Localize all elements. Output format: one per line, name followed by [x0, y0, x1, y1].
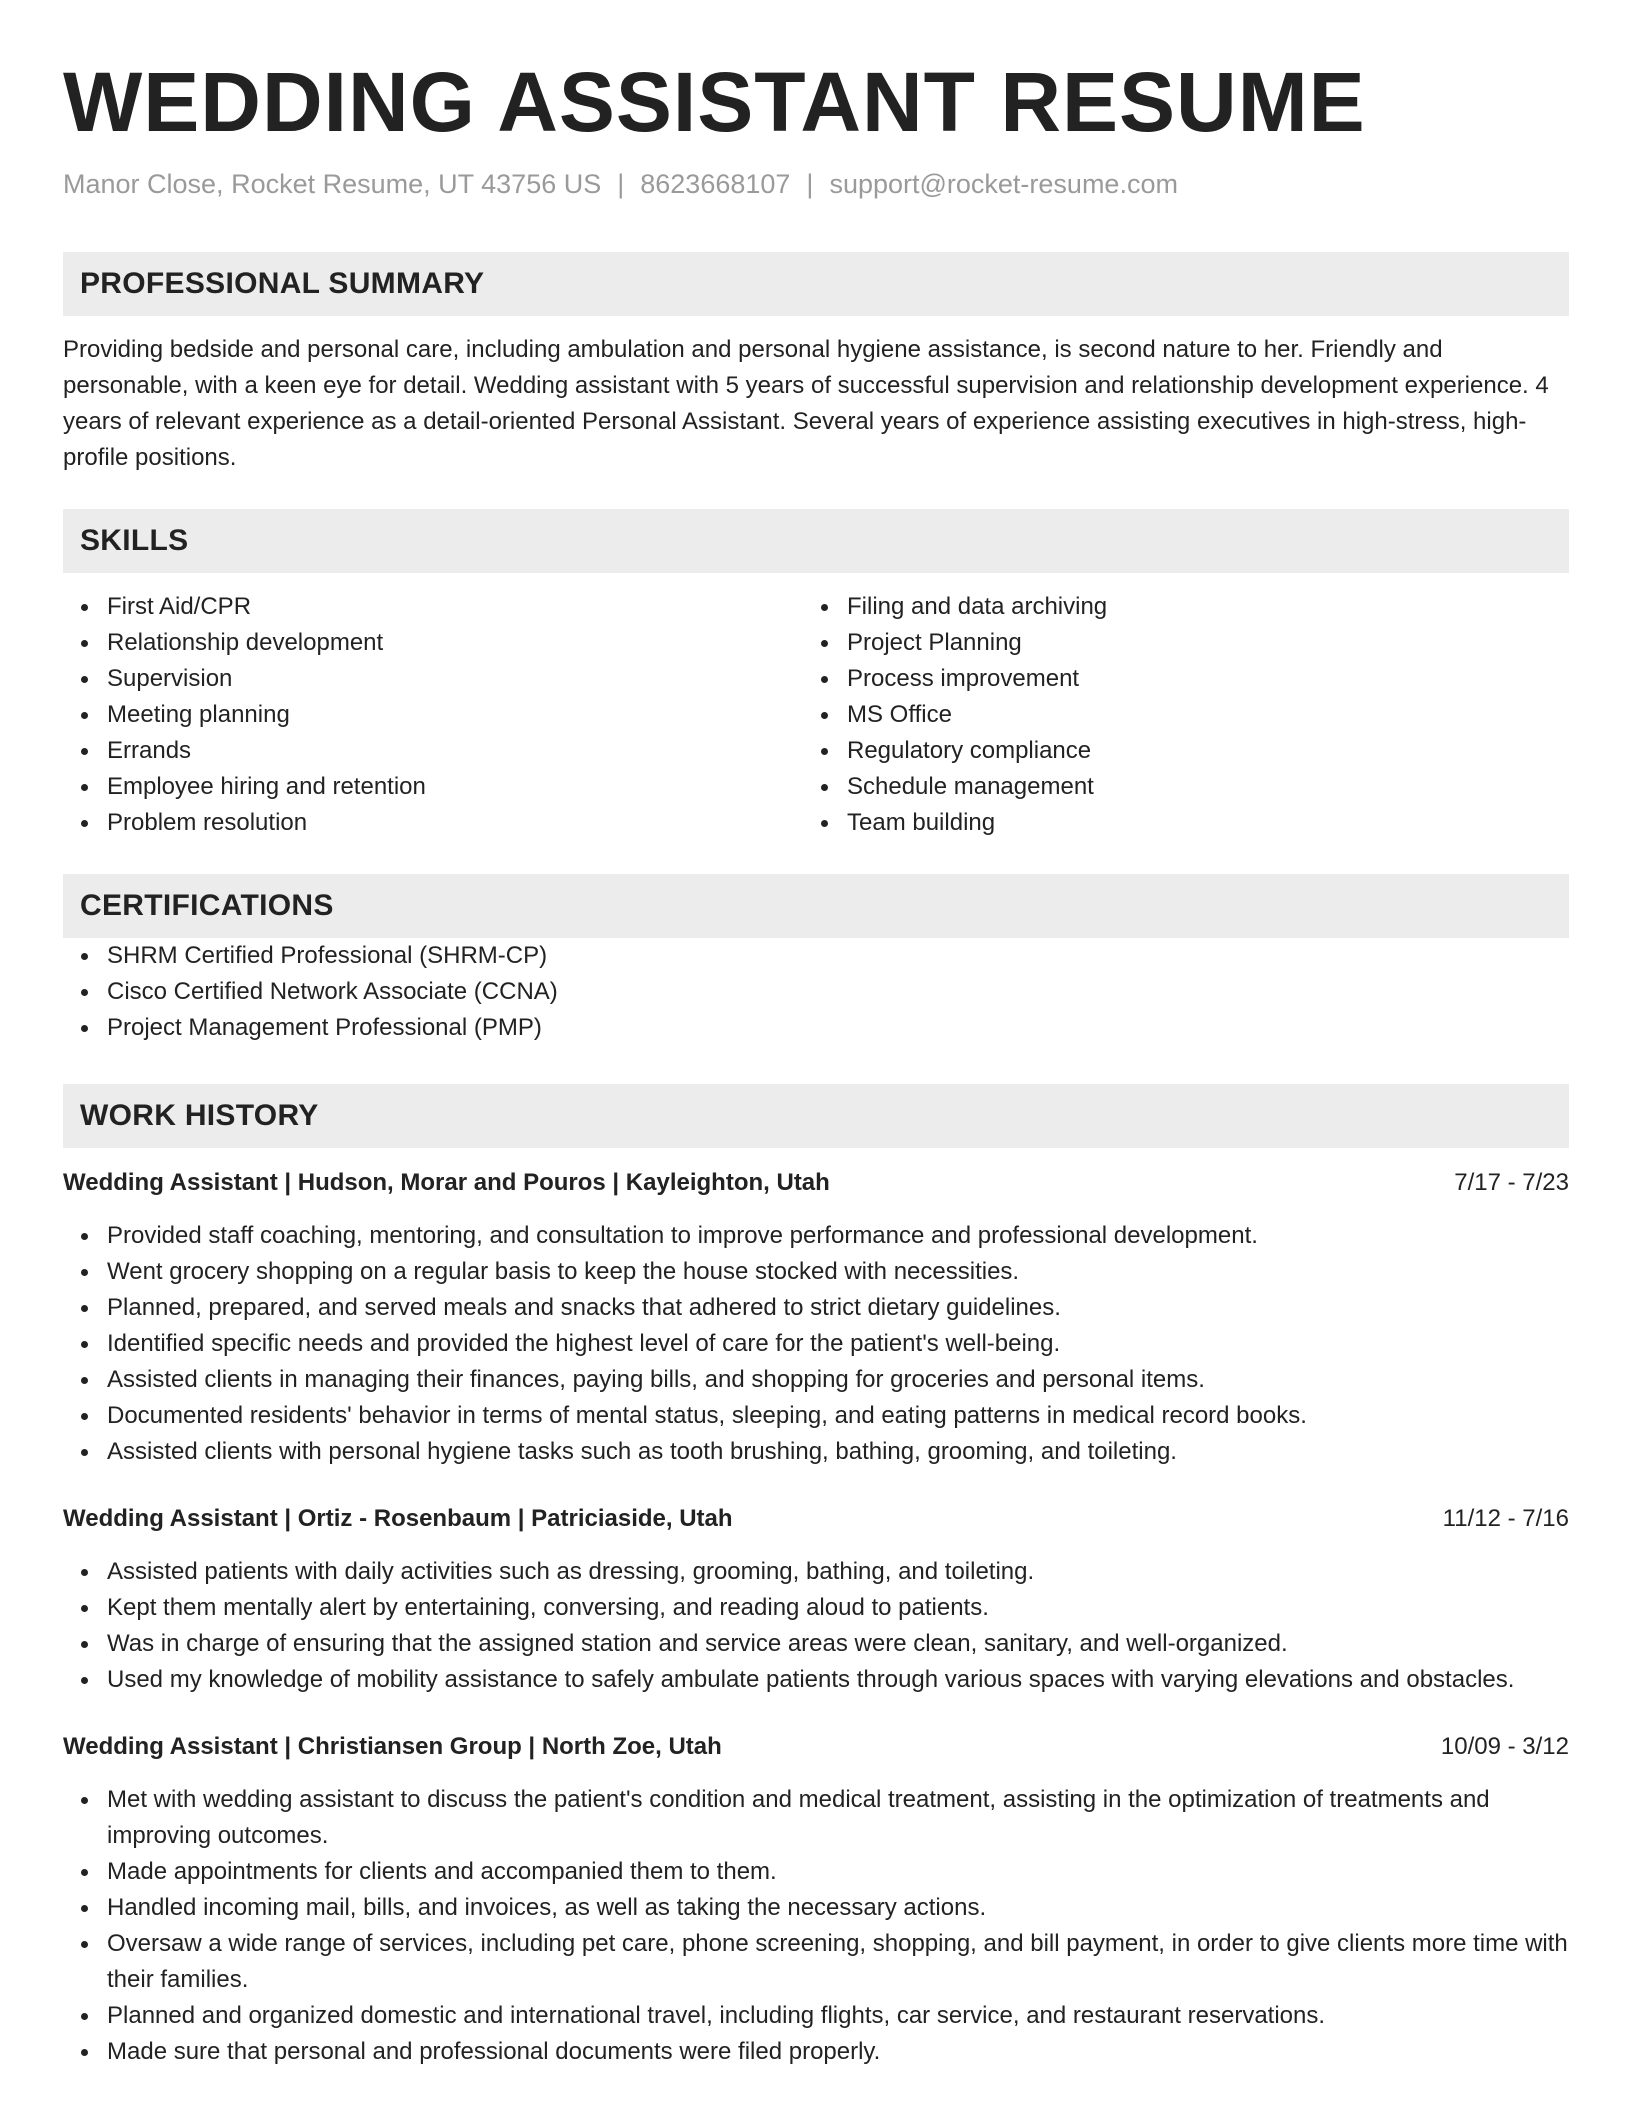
job-duty: Met with wedding assistant to discuss the patient's condition and medical treatment, assisting in the optimization of treatments and improving outcomes.	[107, 1782, 1569, 1854]
skills-grid	[63, 589, 1569, 841]
job-duty: Was in charge of ensuring that the assigned station and service areas were clean, sanitary, and well-organized.	[107, 1626, 1569, 1662]
job-entry	[63, 1502, 1569, 1698]
skill-item: Process improvement	[847, 661, 1543, 697]
job-entry	[63, 1166, 1569, 1470]
contact-address: Manor Close, Rocket Resume, UT 43756 US	[63, 169, 602, 199]
job-title: Wedding Assistant | Hudson, Morar and Pouros | Kayleighton, Utah	[63, 1169, 830, 1196]
job-header	[63, 1166, 1569, 1200]
certification-item: Cisco Certified Network Associate (CCNA)	[107, 974, 1569, 1010]
skill-item: MS Office	[847, 697, 1543, 733]
contact-separator: |	[617, 169, 625, 199]
job-duty: Provided staff coaching, mentoring, and consultation to improve performance and professional development.	[107, 1218, 1569, 1254]
job-title: Wedding Assistant | Christiansen Group | North Zoe, Utah	[63, 1733, 722, 1760]
skills-list-left	[63, 589, 803, 841]
skill-item: Supervision	[107, 661, 803, 697]
resume-title: WEDDING ASSISTANT RESUME	[63, 55, 1366, 149]
summary-text: Providing bedside and personal care, including ambulation and personal hygiene assistance, is second nature to her. Friendly and personable, with a keen eye for detail. Wedding assistant with 5 years of successful supervision and relationship development experience. 4 years of relevant experience as a detail-oriented Personal Assistant. Several years of experience assisting executives in high-stress, high-profile positions.	[63, 336, 1549, 471]
job-dates: 11/12 - 7/16	[1442, 1505, 1569, 1532]
skill-item: Filing and data archiving	[847, 589, 1543, 625]
job-duty: Planned and organized domestic and international travel, including flights, car service, and restaurant reservations.	[107, 1998, 1569, 2034]
contact-email: support@rocket-resume.com	[829, 169, 1178, 199]
skills-list-right	[803, 589, 1543, 841]
skills-heading: SKILLS	[63, 509, 1569, 573]
job-duty: Handled incoming mail, bills, and invoices, as well as taking the necessary actions.	[107, 1890, 1569, 1926]
skill-item: Employee hiring and retention	[107, 769, 803, 805]
skills-column-left	[63, 589, 803, 841]
job-duty: Kept them mentally alert by entertaining, conversing, and reading aloud to patients.	[107, 1590, 1569, 1626]
contact-separator: |	[806, 169, 814, 199]
job-duty: Assisted clients with personal hygiene tasks such as tooth brushing, bathing, grooming, and toileting.	[107, 1434, 1569, 1470]
summary-heading: PROFESSIONAL SUMMARY	[63, 252, 1569, 316]
job-duties-list	[63, 1782, 1569, 2070]
skills-column-right	[803, 589, 1543, 841]
skill-item: Meeting planning	[107, 697, 803, 733]
job-duty: Made appointments for clients and accompanied them to them.	[107, 1854, 1569, 1890]
certification-item: SHRM Certified Professional (SHRM-CP)	[107, 938, 1569, 974]
job-duties-list	[63, 1218, 1569, 1470]
job-duty: Assisted patients with daily activities such as dressing, grooming, bathing, and toileting.	[107, 1554, 1569, 1590]
job-duty: Oversaw a wide range of services, including pet care, phone screening, shopping, and bill payment, in order to give clients more time with their families.	[107, 1926, 1569, 1998]
skill-item: Schedule management	[847, 769, 1543, 805]
job-duty: Made sure that personal and professional documents were filed properly.	[107, 2034, 1569, 2070]
skill-item: Project Planning	[847, 625, 1543, 661]
job-duty: Identified specific needs and provided the highest level of care for the patient's well-being.	[107, 1326, 1569, 1362]
job-header	[63, 1502, 1569, 1536]
job-dates: 7/17 - 7/23	[1454, 1169, 1569, 1196]
job-duty: Went grocery shopping on a regular basis to keep the house stocked with necessities.	[107, 1254, 1569, 1290]
contact-phone: 8623668107	[640, 169, 791, 199]
skill-item: Relationship development	[107, 625, 803, 661]
job-duty: Assisted clients in managing their finances, paying bills, and shopping for groceries and personal items.	[107, 1362, 1569, 1398]
job-entry	[63, 1730, 1569, 2070]
job-duty: Used my knowledge of mobility assistance to safely ambulate patients through various spaces with varying elevations and obstacles.	[107, 1662, 1569, 1698]
skill-item: Errands	[107, 733, 803, 769]
certifications-heading: CERTIFICATIONS	[63, 874, 1569, 938]
certification-item: Project Management Professional (PMP)	[107, 1010, 1569, 1046]
skill-item: Regulatory compliance	[847, 733, 1543, 769]
job-duty: Planned, prepared, and served meals and snacks that adhered to strict dietary guidelines.	[107, 1290, 1569, 1326]
work-history-heading: WORK HISTORY	[63, 1084, 1569, 1148]
job-title: Wedding Assistant | Ortiz - Rosenbaum | Patriciaside, Utah	[63, 1505, 733, 1532]
certifications-list	[63, 938, 1569, 1046]
skill-item: First Aid/CPR	[107, 589, 803, 625]
skill-item: Team building	[847, 805, 1543, 841]
job-header	[63, 1730, 1569, 1764]
contact-line	[63, 166, 1569, 202]
job-dates: 10/09 - 3/12	[1440, 1733, 1569, 1760]
job-duty: Documented residents' behavior in terms of mental status, sleeping, and eating patterns in medical record books.	[107, 1398, 1569, 1434]
job-duties-list	[63, 1554, 1569, 1698]
skill-item: Problem resolution	[107, 805, 803, 841]
